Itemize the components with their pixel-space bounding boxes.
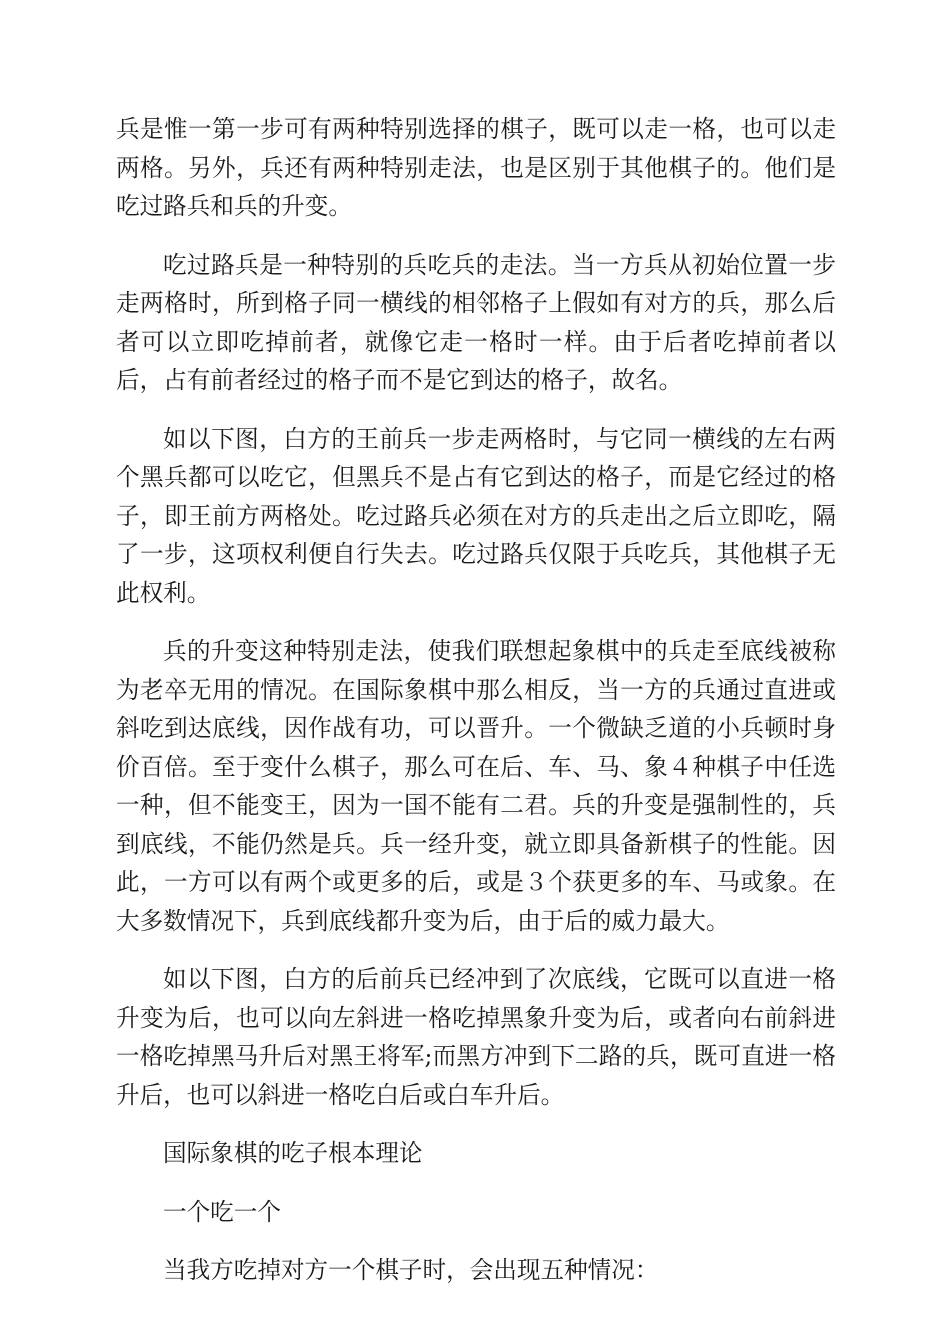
intro-five-situations: 当我方吃掉对方一个棋子时，会出现五种情况： [163, 1256, 659, 1284]
paragraph-pawn-intro: 兵是惟一第一步可有两种特别选择的棋子，既可以走一格，也可以走两格。另外，兵还有两种特别走法，也是区别于其他棋子的。他们是吃过路兵和兵的升变。 [116, 115, 836, 220]
paragraph-promotion-example: 如以下图，白方的后前兵已经冲到了次底线，它既可以直进一格升变为后，也可以向左斜进一格吃掉黑象升变为后，或者向右前斜进一格吃掉黑马升后对黑王将军;而黑方冲到下二路的兵，既可直进一格升后，也可以斜进一格吃白后或白车升后。 [116, 965, 836, 1109]
document-page [116, 110, 836, 1310]
subheading-one-for-one: 一个吃一个 [163, 1197, 281, 1226]
paragraph-en-passant: 吃过路兵是一种特别的兵吃兵的走法。当一方兵从初始位置一步走两格时，所到格子同一横线的相邻格子上假如有对方的兵，那么后者可以立即吃掉前者，就像它走一格时一样。由于后者吃掉前者以后，占有前者经过的格子而不是它到达的格子，故名。 [116, 250, 836, 394]
paragraph-promotion: 兵的升变这种特别走法，使我们联想起象棋中的兵走至底线被称为老卒无用的情况。在国际象棋中那么相反，当一方的兵通过直进或斜吃到达底线，因作战有功，可以晋升。一个微缺乏道的小兵顿时身价百倍。至于变什么棋子，那么可在后、车、马、象４种棋子中任选一种，但不能变王，因为一国不能有二君。兵的升变是强制性的，兵到底线，不能仍然是兵。兵一经升变，就立即具备新棋子的性能。因此，一方可以有两个或更多的后，或是３个获更多的车、马或象。在大多数情况下，兵到底线都升变为后，由于后的威力最大。 [116, 637, 836, 935]
paragraph-en-passant-example: 如以下图，白方的王前兵一步走两格时，与它同一横线的左右两个黑兵都可以吃它，但黑兵不是占有它到达的格子，而是它经过的格子，即王前方两格处。吃过路兵必须在对方的兵走出之后立即吃，隔了一步，这项权利便自行失去。吃过路兵仅限于兵吃兵，其他棋子无此权利。 [116, 424, 836, 607]
section-heading-capture-theory: 国际象棋的吃子根本理论 [163, 1139, 423, 1167]
